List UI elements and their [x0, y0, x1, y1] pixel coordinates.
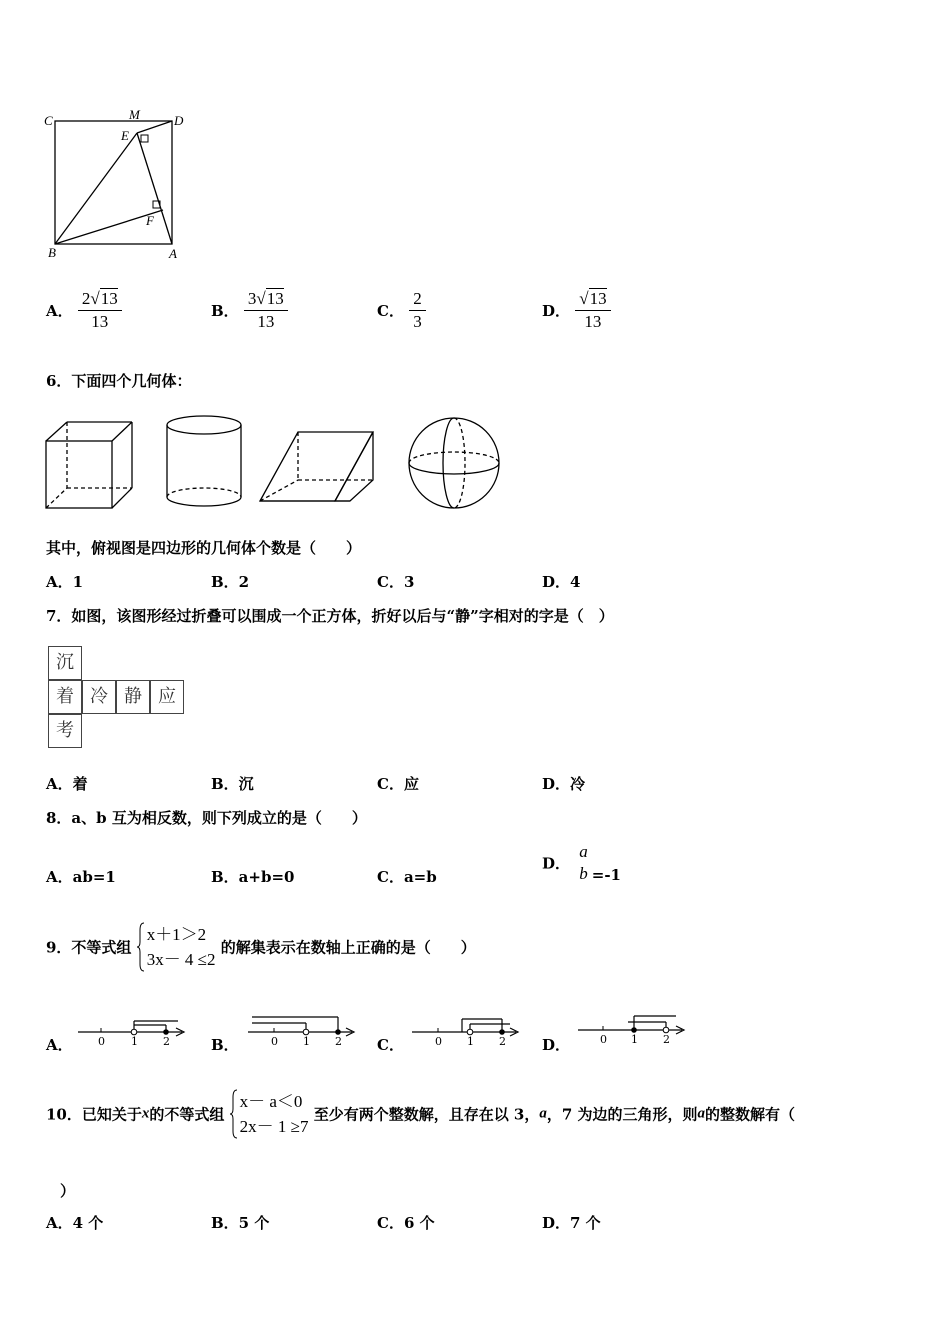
- q9-option-c[interactable]: C．: [377, 1036, 404, 1054]
- q6-stem: 6．下面四个几何体：: [46, 372, 192, 390]
- q10-system: x－ a＜0 2x－ 1 ≥7: [230, 1089, 309, 1139]
- q7-option-c[interactable]: C．应: [377, 775, 419, 793]
- q9-option-b[interactable]: B．: [211, 1036, 239, 1054]
- sphere-solid: [409, 418, 499, 508]
- q10-stem-end: ）: [60, 1182, 76, 1200]
- q6-option-a[interactable]: A．1: [46, 573, 84, 591]
- cylinder-solid: [167, 416, 241, 506]
- net-cell-calm: 静: [116, 680, 150, 714]
- q9-numberline-a[interactable]: [76, 1016, 188, 1048]
- q10-option-d[interactable]: D．7 个: [542, 1214, 601, 1232]
- square-figure: [40, 105, 200, 265]
- q6-option-b[interactable]: B．2: [211, 573, 250, 591]
- label-f: F: [146, 213, 154, 228]
- label-c: C: [44, 113, 53, 128]
- q6-option-d[interactable]: D．4: [542, 573, 581, 591]
- cube-net: [45, 643, 185, 753]
- svg-text:2: 2: [663, 1033, 670, 1046]
- q5-option-c[interactable]: C． $\frac{2}{3}$: [377, 288, 426, 333]
- label-e: E: [121, 128, 129, 143]
- svg-text:0: 0: [600, 1033, 607, 1046]
- q7-option-b[interactable]: B．沉: [211, 775, 254, 793]
- label-m: M: [129, 107, 140, 122]
- q6-option-c[interactable]: C．3: [377, 573, 415, 591]
- q9-option-a[interactable]: A．: [46, 1036, 73, 1054]
- q9-numberline-d[interactable]: [576, 1010, 688, 1046]
- q8-option-b[interactable]: B．a+b=0: [211, 868, 295, 886]
- q9-numberline-c[interactable]: [410, 1014, 522, 1048]
- q8-option-c[interactable]: C．a=b: [377, 868, 437, 886]
- svg-text:0: 0: [435, 1035, 442, 1048]
- svg-text:2: 2: [163, 1035, 170, 1048]
- label-d: D: [174, 113, 184, 128]
- net-cell-left: 着: [48, 680, 82, 714]
- cube-solid: [46, 422, 132, 508]
- svg-text:2: 2: [335, 1035, 342, 1048]
- svg-text:1: 1: [467, 1035, 474, 1048]
- q8-option-a[interactable]: A．ab=1: [46, 868, 116, 886]
- q7-stem: 7．如图，该图形经过折叠可以围成一个正方体，折好以后与“静”字相对的字是（ ）: [46, 607, 614, 625]
- q10-option-c[interactable]: C．6 个: [377, 1214, 435, 1232]
- svg-text:2: 2: [499, 1035, 506, 1048]
- q10-stem: 10．已知关于x的不等式组 x－ a＜0 2x－ 1 ≥7 至少有两个整数解，且存在以 3，a，7 为边的三角形，则a的整数解有（: [46, 1089, 795, 1139]
- q8-stem: 8．a、b 互为相反数，则下列成立的是（ ）: [46, 809, 367, 827]
- q9-system: x＋1＞2 3x－ 4 ≤2: [137, 922, 216, 972]
- q7-option-a[interactable]: A．着: [46, 775, 88, 793]
- q9-numberline-b[interactable]: [246, 1012, 358, 1048]
- q10-option-a[interactable]: A．4 个: [46, 1214, 104, 1232]
- q5-option-b[interactable]: B． $\frac{3√13}{13}$: [211, 288, 288, 333]
- label-b: B: [48, 245, 56, 260]
- q5-option-d[interactable]: D． $\frac{√13}{13}$: [542, 288, 611, 333]
- label-a: A: [169, 246, 177, 261]
- q9-stem: 9．不等式组 x＋1＞2 3x－ 4 ≤2 的解集表示在数轴上正确的是（ ）: [46, 922, 476, 972]
- svg-text:1: 1: [303, 1035, 310, 1048]
- solids-figure: [40, 410, 510, 520]
- q5-option-a[interactable]: A． $\frac{2√13}{13}$: [46, 288, 122, 333]
- q8-option-d[interactable]: D． a b =-1: [542, 842, 621, 884]
- q6-question: 其中，俯视图是四边形的几何体个数是（ ）: [46, 539, 362, 557]
- net-cell-bottom: 考: [48, 714, 82, 748]
- q9-option-d[interactable]: D．: [542, 1036, 571, 1054]
- svg-text:1: 1: [631, 1033, 638, 1046]
- net-cell-right: 应: [150, 680, 184, 714]
- q7-option-d[interactable]: D．冷: [542, 775, 586, 793]
- svg-text:0: 0: [271, 1035, 278, 1048]
- net-cell-cold: 冷: [82, 680, 116, 714]
- q10-option-b[interactable]: B．5 个: [211, 1214, 270, 1232]
- svg-text:0: 0: [98, 1035, 105, 1048]
- svg-text:1: 1: [131, 1035, 138, 1048]
- prism-solid: [260, 432, 373, 501]
- net-cell-top: 沉: [48, 646, 82, 680]
